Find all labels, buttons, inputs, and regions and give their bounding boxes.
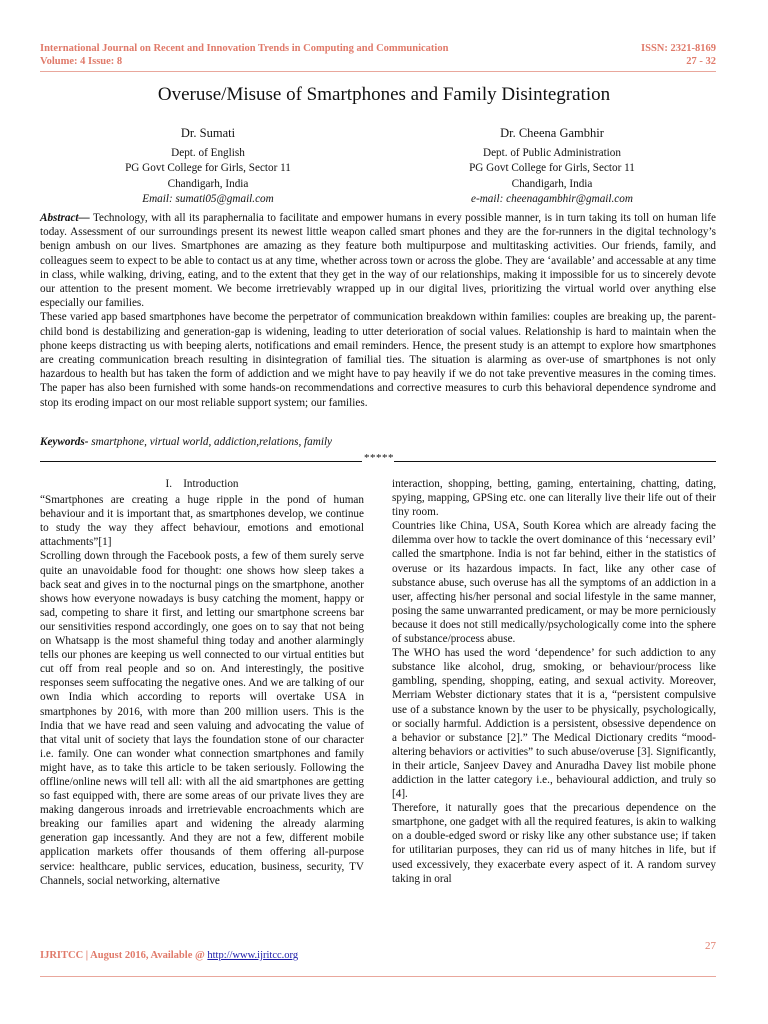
author-dept: Dept. of English — [171, 146, 245, 159]
author-dept: Dept. of Public Administration — [483, 146, 621, 159]
footer — [40, 950, 298, 961]
body-paragraph: “Smartphones are creating a huge ripple in the pond of human behaviour and it is important that, as smartphones develop, we continue to study the way they affect behaviour, emotions and emotional attachments”[1] — [40, 494, 364, 549]
journal-issn-block — [641, 42, 716, 68]
author-city: Chandigarh, India — [511, 177, 593, 190]
section-title: Introduction — [183, 478, 239, 490]
abstract-paragraph-1 — [40, 211, 716, 310]
author-college: PG Govt College for Girls, Sector 11 — [469, 162, 635, 174]
journal-issn: ISSN: 2321-8169 — [641, 43, 716, 54]
keywords-label: Keywords- — [40, 436, 89, 448]
page-number: 27 — [705, 940, 716, 952]
separator-line-right — [394, 461, 716, 462]
section-heading — [40, 477, 364, 491]
author-2 — [402, 126, 702, 208]
keywords — [40, 436, 716, 448]
abstract-paragraph-2: These varied app based smartphones have become the perpetrator of communication breakdown within families: couples are breaking up, the parent-child bond is destabilizing and generation-gap is widening, leading to utter deterioration of social values. Relationship is hard to maintain when the phone keeps distracting us with beeping alerts, notifications and email reminders. Hence, the present study is an attempt to explore how smartphones are creating communication breach resulting in disintegration of familial ties. The situation is alarming as over-use of smartphones is not only hazardous to health but has taken the form of addiction and we might have to pay heavily if we do not take preventive measures in the coming times. The paper has also been furnished with some hands-on recommendations and corrective measures to curb this behavioral dependence syndrome and stop its eroding impact on our most reliable support system; our families. — [40, 311, 716, 409]
journal-name: International Journal on Recent and Innovation Trends in Computing and Communication — [40, 43, 449, 54]
author-name: Dr. Sumati — [180, 126, 236, 140]
section-separator — [40, 452, 716, 466]
author-1 — [58, 126, 358, 208]
footer-link[interactable]: http://www.ijritcc.org — [207, 950, 299, 961]
body-paragraph: Scrolling down through the Facebook posts, a few of them surely serve quite an unavoidable food for thought: one shows how sleep takes a back seat and gives in to the nocturnal pings on the smartphone, another shows how everyone nowadays is busy catching the moment, happy or sad, competing to share it first, and letting our smartphone screens bar our sensitivities respond accordingly, one goes on to say that not being on Whatsapp is the most shameful thing today and another alarmingly tells our phones are keeping us well connected to our virtual entities but cut off from real people and so on. And interestingly, the positive responses seem suffocating the negative ones. And we are talking of our own India which according to reports will overtake USA in smartphones by 2016, with more than 200 million users. This is the India that we have read and seen valuing and advocating the value of that vital unit of society that lays the foundation stone of our character i.e. family. One can wonder what connection smartphones and family might have, as to take this article to be taken seriously. Following the offline/online news will tell all: with all the aid smartphones are getting so fast equipped with, there are some areas of our private lives they are making dangerous inroads and irretrievable encroachments which are breaking our families apart and widening the already alarming generation gap incessantly. And they are not a few, different mobile application markets offer thousands of them offering all-purpose service: healthcare, public services, education, business, security, TV Channels, social networking, alternative — [40, 550, 364, 887]
footer-divider — [40, 976, 716, 977]
abstract — [40, 211, 716, 410]
keywords-value: smartphone, virtual world, addiction,relations, family — [88, 436, 333, 448]
author-email: e-mail: cheenagambhir@gmail.com — [471, 193, 633, 205]
body-paragraph: interaction, shopping, betting, gaming, entertaining, chatting, dating, spying, mapping, GPSing etc. one can literally live their life out of their tiny room. — [392, 478, 716, 519]
separator-stars: ***** — [364, 452, 394, 464]
journal-volume: Volume: 4 Issue: 8 — [40, 56, 123, 67]
section-number: I. — [165, 478, 173, 490]
journal-header — [40, 42, 448, 68]
abstract-label: Abstract— — [40, 212, 90, 224]
author-city: Chandigarh, India — [167, 177, 249, 190]
right-column — [392, 477, 716, 886]
author-college: PG Govt College for Girls, Sector 11 — [125, 162, 291, 174]
paper-title: Overuse/Misuse of Smartphones and Family Disintegration — [157, 84, 611, 105]
abstract-text-1: Technology, with all its paraphernalia to facilitate and empower humans in every possible manner, is in turn taking its toll on human life today. Assessment of our surroundings present its newest little weapon called smart phones and they are the for-runners in the digital technology’s benign ambush on our lives. Smartphones are amazing as they feature both multipurpose and multitasking activities. Our friends, family, and colleagues seem to expect to be able to contact us at any time, whether across town or across the globe. They are ‘available’ and accessable at any time in class, while walking, driving, eating, and to the extent that they get in the way of our relationships, making it impossible for us to sincerely devote our attention to the present moment. We become irretrievably wrapped up in our digital lives, prioritizing the virtual world over anything else especially our families. — [40, 212, 716, 310]
body-paragraph: The WHO has used the word ‘dependence’ for such addiction to any substance like alcohol, drug, smoking, or behaviour/process like gambling, spending, shopping, eating, and sexual activity. Moreover, Merriam Webster dictionary states that it is a, “persistent compulsive use of a substance known by the user to be physically, psychologically, or socially harmful. Addiction is a persistent, obsessive dependence on a behavior or substance [2].” The Medical Dictionary credits “mood-altering behaviors or activities” to such abuse/overuse [3]. Significantly, in their article, Sanjeev Davey and Anuradha Davey list mobile phone addiction in the latter category i.e., behavioural addiction, and truly so [4]. — [392, 647, 716, 801]
author-email: Email: sumati05@gmail.com — [142, 193, 274, 205]
body-paragraph: Countries like China, USA, South Korea which are already facing the dilemma over how to tackle the overt dominance of this ‘necessary evil’ called the smartphone. India is not far behind, either in the statistics of overuse or its hazardous impacts. In fact, like any other case of substance abuse, such overuse has all the symptoms of an addiction in a user, affecting his/her personal and social lifestyle in the same manner, posing the same unwarranted predicament, or may be more perniciously because it does not still medically/psychologically come into the sphere of substance/process abuse. — [392, 520, 716, 646]
author-name: Dr. Cheena Gambhir — [500, 126, 604, 140]
footer-text: IJRITCC | August 2016, Available @ — [40, 950, 208, 961]
header-divider — [40, 71, 716, 72]
journal-pages: 27 - 32 — [686, 56, 716, 67]
left-column — [40, 477, 364, 888]
separator-line-left — [40, 461, 362, 462]
body-paragraph: Therefore, it naturally goes that the precarious dependence on the smartphone, one gadget with all the required features, is akin to walking on a double-edged sword or risky like any other substance use; if taken for utilitarian purposes, they can rid us of many hitches in life, but if used excessively, they exacerbate every aspect of it. A random survey taking in oral — [392, 802, 716, 885]
